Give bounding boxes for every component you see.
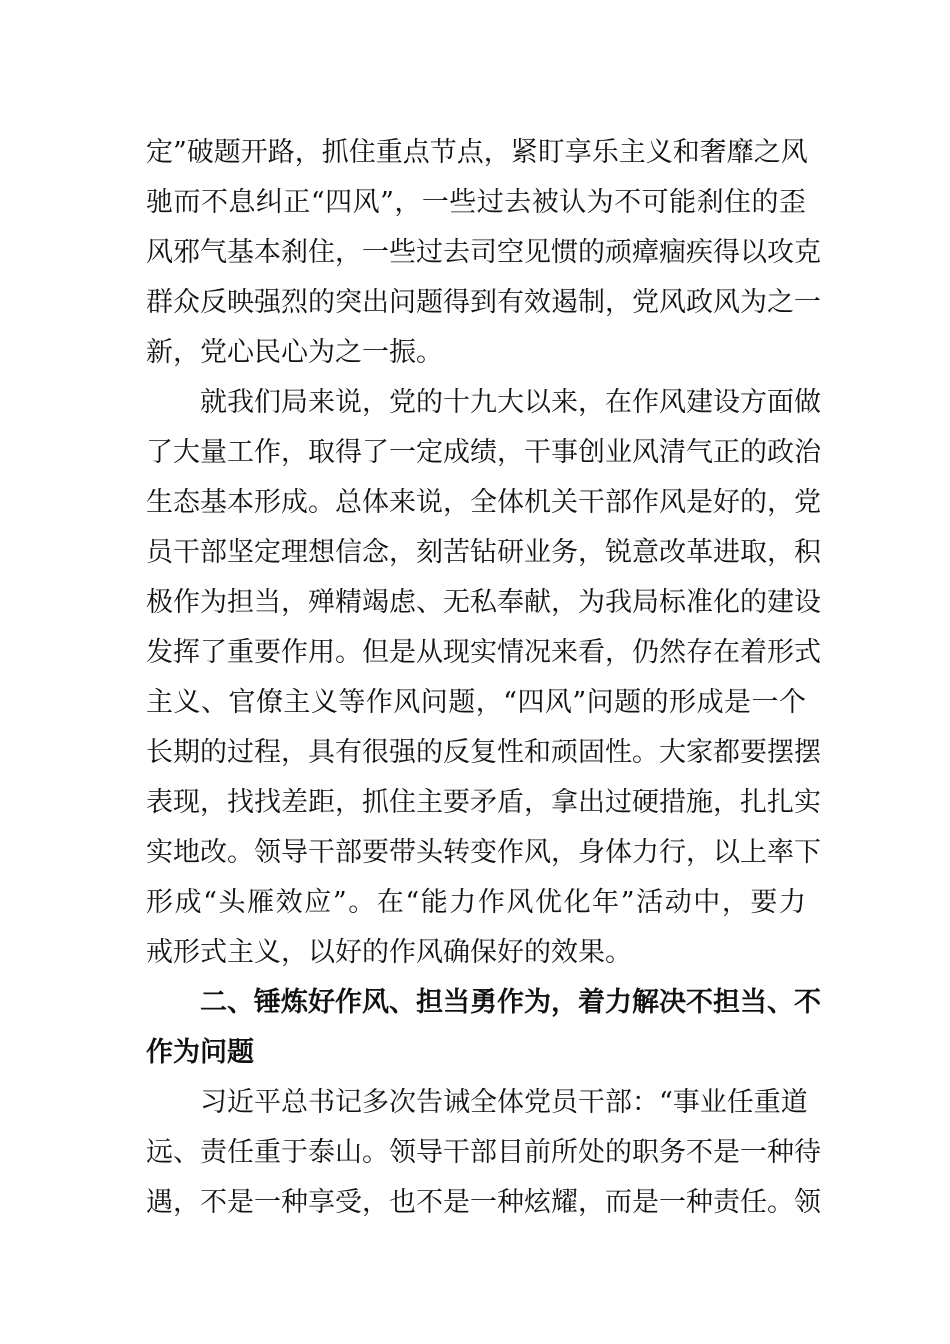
paragraph-2-line-4: 员干部坚定理想信念，刻苦钻研业务，锐意改革进取，积 [146,537,821,568]
paragraph-2-line-8: 长期的过程，具有很强的反复性和顽固性。大家都要摆摆 [146,737,821,768]
section-heading-line-2: 作为问题 [146,1037,254,1068]
paragraph-2-line-11: 形成“头雁效应”。在“能力作风优化年”活动中，要力 [146,887,806,918]
paragraph-2-line-1: 就我们局来说，党的十九大以来，在作风建设方面做 [200,387,821,418]
paragraph-3-line-2: 远、责任重于泰山。领导干部目前所处的职务不是一种待 [146,1137,821,1168]
paragraph-1-line-2: 驰而不息纠正“四风”，一些过去被认为不可能刹住的歪 [146,187,806,218]
paragraph-3-line-3: 遇，不是一种享受，也不是一种炫耀，而是一种责任。领 [146,1187,821,1218]
paragraph-2-line-7: 主义、官僚主义等作风问题，“四风”问题的形成是一个 [146,687,806,718]
paragraph-1-line-3: 风邪气基本刹住，一些过去司空见惯的顽瘴痼疾得以攻克 [146,237,821,268]
paragraph-3-line-1: 习近平总书记多次告诫全体党员干部：“事业任重道 [200,1087,808,1118]
paragraph-2-line-10: 实地改。领导干部要带头转变作风，身体力行，以上率下 [146,837,821,868]
paragraph-1-line-4: 群众反映强烈的突出问题得到有效遏制，党风政风为之一 [146,287,821,318]
paragraph-2-line-12: 戒形式主义，以好的作风确保好的效果。 [146,937,632,968]
paragraph-2-line-3: 生态基本形成。总体来说，全体机关干部作风是好的，党 [146,487,821,518]
paragraph-1-line-1: 定”破题开路，抓住重点节点，紧盯享乐主义和奢靡之风 [146,137,808,168]
paragraph-2-line-5: 极作为担当，殚精竭虑、无私奉献，为我局标准化的建设 [146,587,821,618]
paragraph-2-line-2: 了大量工作，取得了一定成绩，干事创业风清气正的政治 [146,437,821,468]
section-heading-line-1: 二、锤炼好作风、担当勇作为，着力解决不担当、不 [200,987,821,1018]
paragraph-2-line-9: 表现，找找差距，抓住主要矛盾，拿出过硬措施，扎扎实 [146,787,821,818]
paragraph-2-line-6: 发挥了重要作用。但是从现实情况来看，仍然存在着形式 [146,637,821,668]
paragraph-1-line-5: 新，党心民心为之一振。 [146,337,443,368]
